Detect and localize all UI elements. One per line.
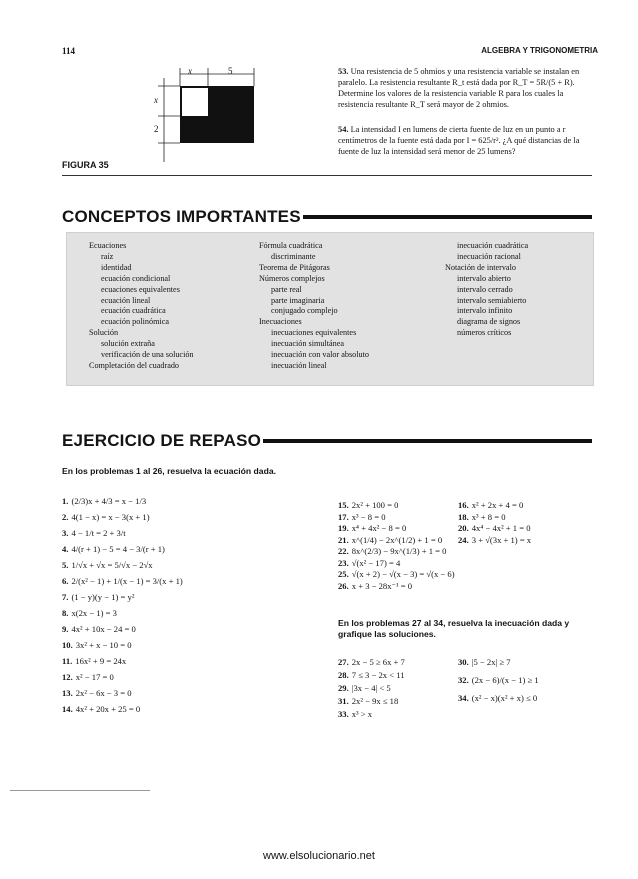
problem-item: [458, 500, 593, 512]
problem-number: 28.: [338, 670, 349, 680]
concept-item: verificación de una solución: [101, 350, 194, 360]
problem-number: 21.: [338, 534, 349, 545]
concepts-column-3: [445, 241, 528, 339]
figure-label: FIGURA 35: [62, 160, 109, 170]
problem-expression: x + 3 − 28x⁻¹ = 0: [351, 580, 413, 591]
equations-left: [62, 496, 312, 726]
problem-number: 6.: [62, 576, 69, 586]
problem-item: [62, 640, 312, 656]
dim-side-x: x: [154, 95, 158, 105]
problem-number: 33.: [338, 709, 349, 719]
problem-item: [338, 709, 458, 722]
divider: [62, 175, 592, 176]
problem-expression: x(2x − 1) = 3: [71, 608, 117, 618]
problem-number: 31.: [338, 696, 349, 706]
problem-number: 24.: [458, 534, 469, 545]
concept-item: parte imaginaria: [271, 295, 325, 305]
problem-number: 27.: [338, 657, 349, 667]
problem-item: [458, 657, 593, 675]
concepts-title: CONCEPTOS IMPORTANTES: [62, 207, 301, 226]
concept-item: diagrama de signos: [457, 317, 521, 327]
figure-diagram: [150, 64, 275, 169]
problem-item: [338, 696, 458, 709]
problem-number: 11.: [62, 656, 73, 666]
dim-top-5: 5: [228, 66, 233, 76]
concept-item: inecuación simultánea: [271, 339, 344, 349]
problem-expression: (2x − 6)/(x − 1) ≥ 1: [471, 675, 539, 685]
problem-number: 5.: [62, 560, 69, 570]
problem-54: [338, 124, 588, 157]
concept-item: números críticos: [457, 328, 512, 338]
problem-item: [458, 535, 593, 547]
concept-item: ecuaciones equivalentes: [101, 284, 180, 294]
problem-number: 9.: [62, 624, 69, 634]
concept-item: intervalo abierto: [457, 273, 511, 283]
inequalities-right: [458, 657, 593, 727]
problem-item: [458, 675, 593, 693]
problem-expression: 2x² − 9x ≤ 18: [351, 696, 399, 706]
concept-item: parte real: [271, 284, 302, 294]
problem-item: [338, 657, 458, 670]
equations-right: [458, 500, 593, 580]
problem-item: [338, 500, 468, 512]
problem-item: [458, 512, 593, 524]
problem-expression: |3x − 4| < 5: [351, 683, 391, 693]
footer-url[interactable]: www.elsolucionario.net: [263, 850, 375, 862]
problem-expression: (x² − x)(x² + x) ≤ 0: [471, 693, 538, 703]
concept-item: Teorema de Pitágoras: [259, 262, 330, 272]
concepts-column-2: [259, 241, 369, 372]
concept-item: Inecuaciones: [259, 317, 302, 327]
problem-item: [338, 581, 468, 593]
concept-item: ecuación polinómica: [101, 317, 169, 327]
problem-item: [62, 544, 312, 560]
problem-expression: 7 ≤ 3 − 2x < 11: [351, 670, 405, 680]
problem-expression: x² + 2x + 4 = 0: [471, 500, 524, 510]
problem-expression: |5 − 2x| ≥ 7: [471, 657, 511, 667]
concepts-heading: [62, 207, 592, 227]
problem-expression: 4(1 − x) = x − 3(x + 1): [71, 512, 150, 522]
problem-expression: 4/(r + 1) − 5 = 4 − 3/(r + 1): [71, 544, 165, 554]
problem-expression: 4x² + 10x − 24 = 0: [71, 624, 136, 634]
problem-item: [338, 670, 458, 683]
problem-item: [62, 672, 312, 688]
problem-text: La intensidad I en lumens de cierta fuente de luz en un punto a r centímetros de la fuente está dada por I = 625/r². ¿A qué distancias de la fuente de luz la intensidad será menor de 25 lumens?: [338, 125, 580, 156]
concept-item: conjugado complejo: [271, 306, 338, 316]
concept-item: inecuación racional: [457, 251, 521, 261]
problem-item: [338, 512, 468, 524]
problem-item: [458, 523, 593, 535]
problem-number: 14.: [62, 704, 73, 714]
problem-number: 10.: [62, 640, 73, 650]
problem-expression: √(x² − 17) = 4: [351, 557, 401, 568]
problem-number: 15.: [338, 500, 349, 510]
problem-number: 29.: [338, 683, 349, 693]
problem-expression: x² − 17 = 0: [75, 672, 114, 682]
problem-expression: x^(1/4) − 2x^(1/2) + 1 = 0: [351, 534, 443, 545]
concept-item: ecuación lineal: [101, 295, 151, 305]
problem-number: 18.: [458, 511, 469, 522]
problem-expression: 16x² + 9 = 24x: [75, 656, 127, 666]
problem-expression: x³ − 8 = 0: [351, 511, 386, 522]
problem-expression: 2/(x² − 1) + 1/(x − 1) = 3/(x + 1): [71, 576, 183, 586]
problem-number: 23.: [338, 557, 349, 568]
heading-bar: [303, 215, 592, 219]
problem-number: 22.: [338, 546, 349, 556]
review-heading: [62, 431, 592, 451]
concept-item: Solución: [89, 328, 119, 338]
problem-item: [338, 558, 468, 570]
concept-item: ecuación cuadrática: [101, 306, 166, 316]
problem-item: [338, 523, 468, 535]
problem-number: 26.: [338, 580, 349, 591]
problem-item: [458, 693, 593, 711]
problem-expression: x⁴ + 4x² − 8 = 0: [351, 523, 407, 533]
concept-item: intervalo semiabierto: [457, 295, 527, 305]
problem-number: 13.: [62, 688, 73, 698]
problem-item: [62, 704, 312, 720]
concept-item: solución extraña: [101, 339, 155, 349]
problem-number: 54.: [338, 125, 349, 134]
dim-top-x: x: [188, 66, 192, 76]
dim-side-2: 2: [154, 124, 159, 134]
problem-number: 34.: [458, 693, 469, 703]
problem-item: [62, 688, 312, 704]
problem-item: [338, 683, 458, 696]
problem-item: [338, 535, 468, 547]
problem-number: 3.: [62, 528, 69, 538]
concept-item: Números complejos: [259, 273, 325, 283]
concept-item: intervalo cerrado: [457, 284, 513, 294]
concept-item: intervalo infinito: [457, 306, 513, 316]
problem-number: 17.: [338, 511, 349, 522]
problem-expression: 4x⁴ − 4x² + 1 = 0: [471, 523, 531, 533]
problem-number: 25.: [338, 569, 349, 579]
problem-item: [62, 528, 312, 544]
problem-expression: 4x² + 20x + 25 = 0: [75, 704, 141, 714]
concept-item: ecuación condicional: [101, 273, 171, 283]
concept-item: inecuación cuadrática: [457, 241, 529, 250]
problem-item: [62, 576, 312, 592]
problem-item: [62, 656, 312, 672]
problem-text: Una resistencia de 5 ohmios y una resistencia variable se instalan en paralelo. La resistencia resultante R_t está dada por R_T = 5R/(5 + R). Determine los valores de la resistencia variable R para los cuales la resistencia resultante R_T será mayor de 2 ohmios.: [338, 67, 580, 109]
problem-expression: 3 + √(3x + 1) = x: [471, 534, 532, 545]
figure-35: [150, 64, 275, 169]
concepts-box: [66, 232, 594, 386]
concept-item: Completación del cuadrado: [89, 360, 180, 370]
concept-item: inecuaciones equivalentes: [271, 328, 357, 338]
problem-item: [338, 569, 468, 581]
problem-expression: x³ + 8 = 0: [471, 511, 506, 522]
problem-item: [62, 624, 312, 640]
inequalities-left: [338, 657, 458, 727]
problem-number: 7.: [62, 592, 69, 602]
concept-item: discriminante: [271, 251, 316, 261]
problem-expression: 3x² + x − 10 = 0: [75, 640, 132, 650]
problem-item: [62, 608, 312, 624]
concept-item: Fórmula cuadrática: [259, 241, 323, 250]
concepts-column-1: [89, 241, 194, 372]
problem-item: [338, 546, 468, 558]
problem-item: [62, 512, 312, 528]
problem-expression: (2/3)x + 4/3 = x − 1/3: [71, 496, 147, 506]
problem-number: 53.: [338, 67, 349, 76]
concept-item: Ecuaciones: [89, 241, 127, 250]
heading-bar: [263, 439, 592, 443]
problem-item: [62, 592, 312, 608]
problem-number: 20.: [458, 523, 469, 533]
problem-expression: 8x^(2/3) − 9x^(1/3) + 1 = 0: [351, 546, 447, 556]
problem-expression: x³ > x: [351, 709, 373, 719]
concept-item: raíz: [101, 251, 114, 261]
problem-number: 2.: [62, 512, 69, 522]
instruction-inequalities: En los problemas 27 al 34, resuelva la inecuación dada y grafique las soluciones.: [338, 618, 570, 639]
problem-expression: 2x² − 6x − 3 = 0: [75, 688, 132, 698]
problem-item: [62, 496, 312, 512]
problem-number: 4.: [62, 544, 69, 554]
concept-item: Notación de intervalo: [445, 262, 516, 272]
problem-number: 1.: [62, 496, 69, 506]
problem-expression: (1 − y)(y − 1) = y²: [71, 592, 135, 602]
equations-middle: [338, 500, 468, 600]
problem-53: [338, 66, 588, 110]
problem-number: 30.: [458, 657, 469, 667]
concept-item: identidad: [101, 262, 132, 272]
scan-line: [10, 790, 150, 791]
concept-item: inecuación con valor absoluto: [271, 350, 369, 360]
problem-number: 12.: [62, 672, 73, 682]
problem-expression: √(x + 2) − √(x − 3) = √(x − 6): [351, 569, 455, 579]
problem-item: [62, 560, 312, 576]
problem-expression: 1/√x + √x = 5/√x − 2√x: [71, 560, 153, 570]
problem-expression: 2x² + 100 = 0: [351, 500, 399, 510]
running-title: ALGEBRA Y TRIGONOMETRIA: [481, 46, 598, 55]
problem-expression: 2x − 5 ≥ 6x + 7: [351, 657, 405, 667]
problem-expression: 4 − 1/t = 2 + 3/t: [71, 528, 126, 538]
problem-number: 8.: [62, 608, 69, 618]
page-number: 114: [62, 46, 76, 56]
instruction-equations: En los problemas 1 al 26, resuelva la ecuación dada.: [62, 466, 276, 476]
problem-number: 32.: [458, 675, 469, 685]
concept-item: inecuación lineal: [271, 360, 327, 370]
problem-number: 19.: [338, 523, 349, 533]
problem-number: 16.: [458, 500, 469, 510]
review-title: EJERCICIO DE REPASO: [62, 431, 262, 450]
